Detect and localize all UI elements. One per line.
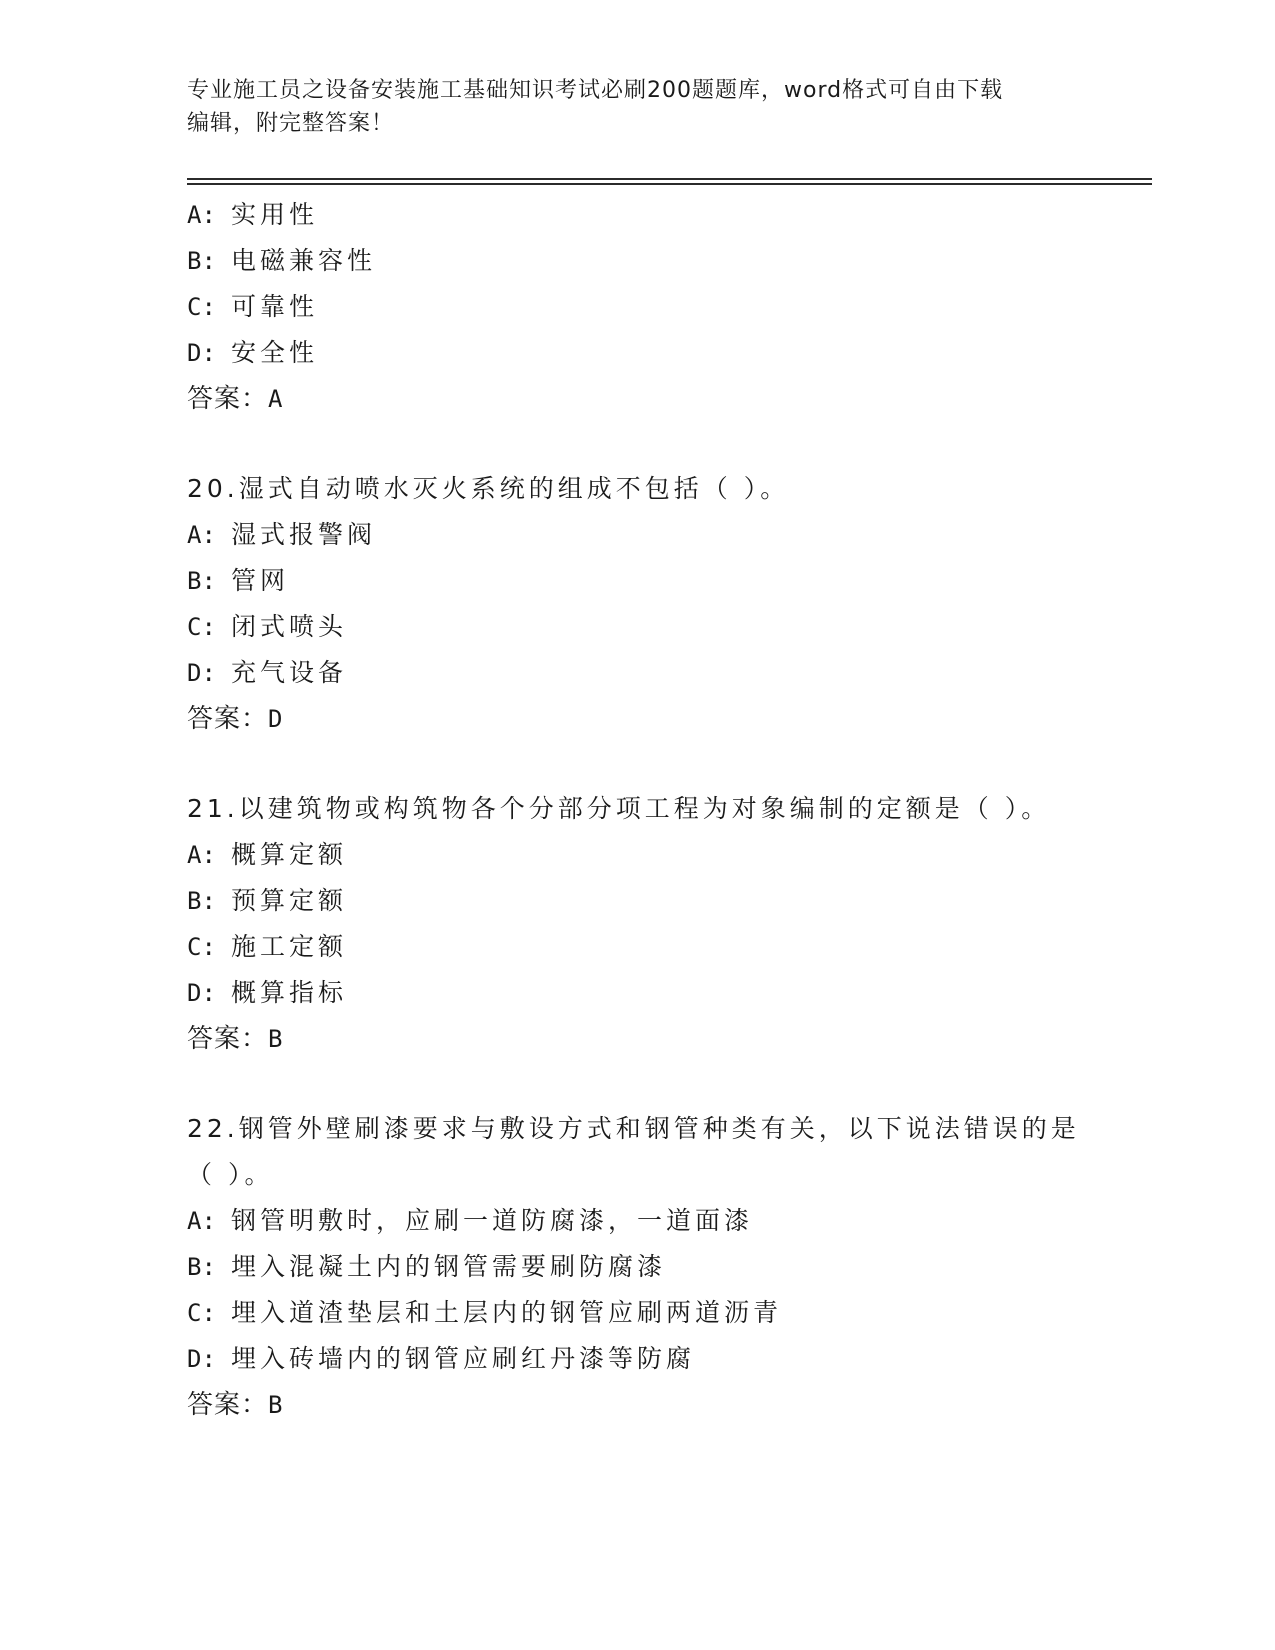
option-c bbox=[187, 924, 1087, 970]
question-stem-line-1: 22.钢管外壁刷漆要求与敷设方式和钢管种类有关，以下说法错误的是 bbox=[187, 1114, 1080, 1143]
question-stem: 20.湿式自动喷水灭火系统的组成不包括（ ）。 bbox=[187, 474, 790, 503]
option-letter: A: bbox=[187, 841, 216, 869]
option-d bbox=[187, 970, 1087, 1016]
question-19 bbox=[187, 192, 1087, 422]
question-22 bbox=[187, 1106, 1087, 1428]
option-d bbox=[187, 330, 1087, 376]
option-text: 钢管明敷时，应刷一道防腐漆，一道面漆 bbox=[231, 1206, 754, 1235]
option-text: 管网 bbox=[231, 566, 290, 595]
option-letter: C: bbox=[187, 933, 216, 961]
option-letter: A: bbox=[187, 1207, 216, 1235]
question-stem-line-2: （ ）。 bbox=[187, 1160, 274, 1189]
option-letter: D: bbox=[187, 979, 216, 1007]
option-text: 安全性 bbox=[231, 338, 319, 367]
option-text: 概算定额 bbox=[231, 840, 348, 869]
option-c bbox=[187, 604, 1087, 650]
document-header bbox=[187, 74, 1067, 140]
option-b bbox=[187, 878, 1087, 924]
option-text: 概算指标 bbox=[231, 978, 348, 1007]
option-text: 闭式喷头 bbox=[231, 612, 348, 641]
option-letter: D: bbox=[187, 1345, 216, 1373]
question-stem: 21.以建筑物或构筑物各个分部分项工程为对象编制的定额是（ ）。 bbox=[187, 794, 1051, 823]
option-a bbox=[187, 832, 1087, 878]
option-letter: D: bbox=[187, 339, 216, 367]
option-letter: A: bbox=[187, 201, 216, 229]
answer-line bbox=[187, 376, 1087, 422]
option-letter: D: bbox=[187, 659, 216, 687]
option-letter: C: bbox=[187, 1299, 216, 1327]
option-a bbox=[187, 512, 1087, 558]
answer-label: 答案： bbox=[187, 384, 269, 414]
option-d bbox=[187, 650, 1087, 696]
option-text: 埋入道渣垫层和土层内的钢管应刷两道沥青 bbox=[231, 1298, 783, 1327]
option-b bbox=[187, 558, 1087, 604]
option-text: 施工定额 bbox=[231, 932, 348, 961]
answer-value: D bbox=[268, 705, 284, 733]
option-text: 可靠性 bbox=[231, 292, 319, 321]
answer-label: 答案： bbox=[187, 1390, 269, 1420]
answer-line bbox=[187, 1382, 1087, 1428]
question-list bbox=[187, 192, 1087, 1428]
header-divider-bottom bbox=[187, 183, 1152, 185]
option-text: 充气设备 bbox=[231, 658, 348, 687]
option-letter: A: bbox=[187, 521, 216, 549]
option-c bbox=[187, 284, 1087, 330]
question-20 bbox=[187, 466, 1087, 742]
option-text: 电磁兼容性 bbox=[231, 246, 377, 275]
header-title-line-1: 专业施工员之设备安装施工基础知识考试必刷200题题库，word格式可自由下载 bbox=[187, 78, 1004, 103]
header-title-line-2: 编辑，附完整答案！ bbox=[187, 111, 395, 136]
answer-value: A bbox=[268, 385, 284, 413]
answer-line bbox=[187, 1016, 1087, 1062]
option-b bbox=[187, 1244, 1087, 1290]
question-21 bbox=[187, 786, 1087, 1062]
option-letter: B: bbox=[187, 887, 216, 915]
answer-label: 答案： bbox=[187, 1024, 269, 1054]
header-divider-top bbox=[187, 178, 1152, 180]
option-letter: B: bbox=[187, 1253, 216, 1281]
answer-label: 答案： bbox=[187, 704, 269, 734]
option-text: 埋入混凝土内的钢管需要刷防腐漆 bbox=[231, 1252, 667, 1281]
option-text: 湿式报警阀 bbox=[231, 520, 377, 549]
option-letter: B: bbox=[187, 247, 216, 275]
option-b bbox=[187, 238, 1087, 284]
answer-value: B bbox=[268, 1025, 284, 1053]
option-a bbox=[187, 1198, 1087, 1244]
option-text: 埋入砖墙内的钢管应刷红丹漆等防腐 bbox=[231, 1344, 696, 1373]
answer-value: B bbox=[268, 1391, 284, 1419]
option-c bbox=[187, 1290, 1087, 1336]
option-a bbox=[187, 192, 1087, 238]
option-text: 预算定额 bbox=[231, 886, 348, 915]
option-d bbox=[187, 1336, 1087, 1382]
option-letter: B: bbox=[187, 567, 216, 595]
option-letter: C: bbox=[187, 293, 216, 321]
option-letter: C: bbox=[187, 613, 216, 641]
answer-line bbox=[187, 696, 1087, 742]
option-text: 实用性 bbox=[231, 200, 319, 229]
